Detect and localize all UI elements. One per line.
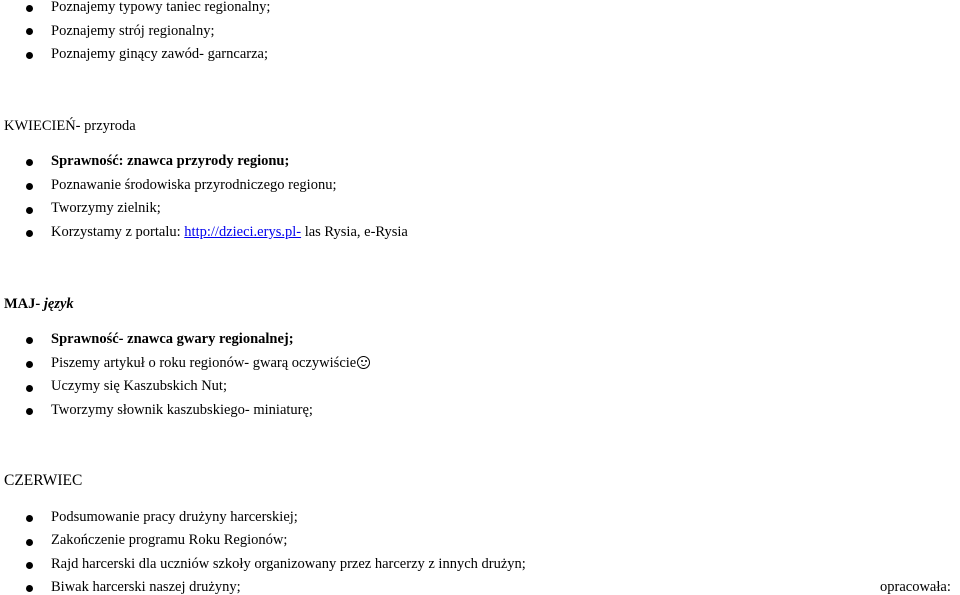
bullet-icon bbox=[26, 562, 33, 569]
bullet-icon bbox=[26, 207, 33, 214]
bullet-icon bbox=[26, 585, 33, 592]
list-item-portal bbox=[51, 223, 408, 241]
bullet-icon bbox=[26, 539, 33, 546]
bullet-icon bbox=[26, 28, 33, 35]
bullet-icon bbox=[26, 408, 33, 415]
list-item: Poznajemy ginący zawód- garncarza; bbox=[51, 46, 268, 62]
portal-suffix: las Rysia, e-Rysia bbox=[301, 224, 408, 240]
list-item: Zakończenie programu Roku Regionów; bbox=[51, 532, 288, 548]
section-heading-june: CZERWIEC bbox=[4, 472, 83, 489]
portal-prefix: Korzystamy z portalu: bbox=[51, 224, 185, 240]
list-item: Biwak harcerski naszej drużyny; bbox=[51, 579, 241, 595]
list-item: Uczymy się Kaszubskich Nut; bbox=[51, 378, 227, 394]
bullet-icon bbox=[26, 183, 33, 190]
section-heading-may bbox=[4, 295, 74, 313]
bullet-icon bbox=[26, 52, 33, 59]
list-item: Podsumowanie pracy drużyny harcerskiej; bbox=[51, 509, 298, 525]
list-item-badge: Sprawność- znawca gwary regionalnej; bbox=[51, 331, 294, 347]
list-item-badge: Sprawność: znawca przyrody regionu; bbox=[51, 153, 290, 169]
list-item: Rajd harcerski dla uczniów szkoły organizowany przez harcerzy z innych drużyn; bbox=[51, 556, 526, 572]
heading-topic: język bbox=[43, 296, 74, 312]
list-item: Poznajemy strój regionalny; bbox=[51, 23, 215, 39]
list-item bbox=[51, 354, 370, 372]
list-item: Poznawanie środowiska przyrodniczego regionu; bbox=[51, 177, 337, 193]
bullet-icon bbox=[26, 337, 33, 344]
portal-link[interactable]: http://dzieci.erys.pl- bbox=[184, 224, 302, 240]
bullet-icon bbox=[26, 515, 33, 522]
bullet-icon bbox=[26, 5, 33, 12]
bullet-icon bbox=[26, 230, 33, 237]
bullet-icon bbox=[26, 159, 33, 166]
list-item-text: Piszemy artykuł o roku regionów- gwarą oczywiście bbox=[51, 355, 357, 371]
smiley-icon bbox=[357, 356, 370, 369]
bullet-icon bbox=[26, 361, 33, 368]
heading-prefix: MAJ- bbox=[4, 296, 44, 312]
list-item: Tworzymy zielnik; bbox=[51, 200, 161, 216]
section-heading-april: KWIECIEŃ- przyroda bbox=[4, 118, 136, 134]
list-item: Poznajemy typowy taniec regionalny; bbox=[51, 0, 271, 15]
signoff-label: opracowała: bbox=[880, 579, 951, 595]
bullet-icon bbox=[26, 385, 33, 392]
list-item: Tworzymy słownik kaszubskiego- miniaturę; bbox=[51, 402, 313, 418]
